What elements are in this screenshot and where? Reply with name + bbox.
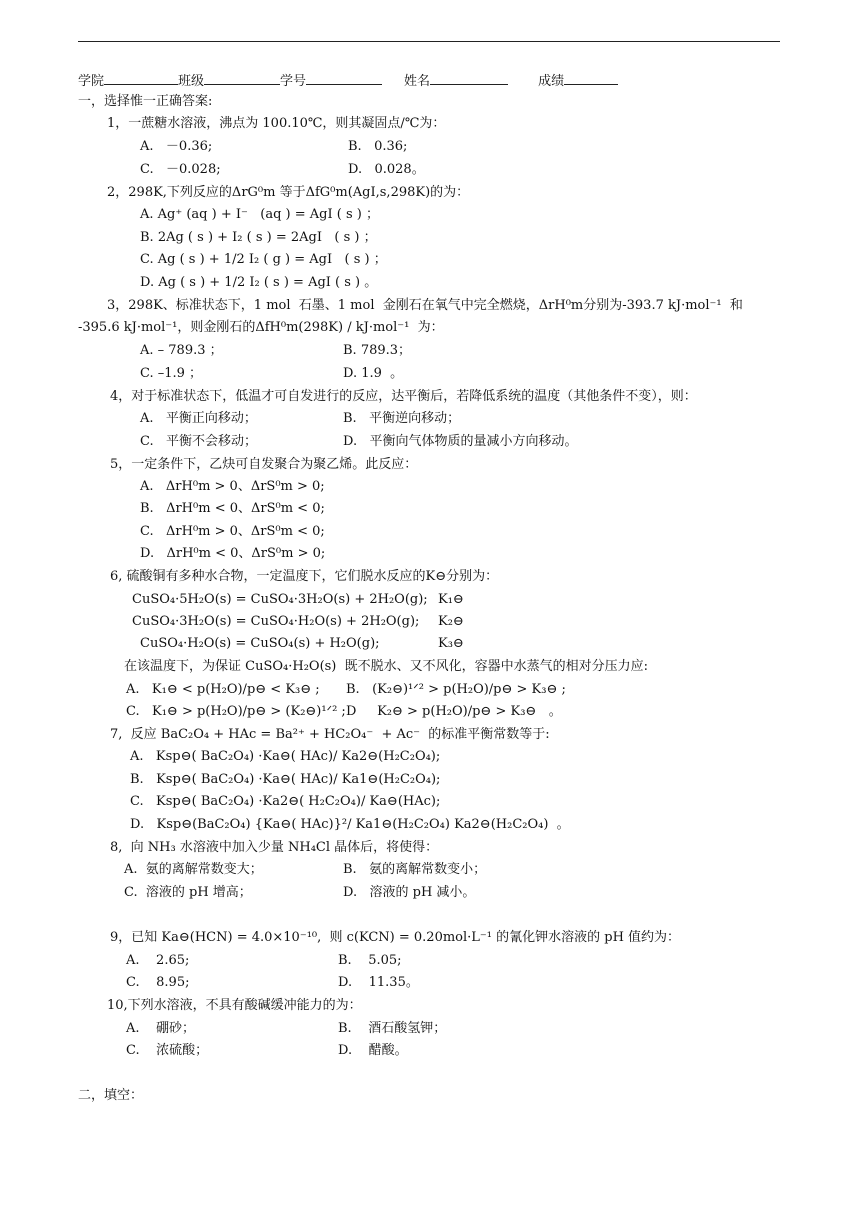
q6-option-c[interactable]: C. K₁⊖ > p(H₂O)/p⊖ > (K₂⊖)¹ᐟ² ;: [126, 704, 346, 719]
q4-option-d[interactable]: D. 平衡向气体物质的量减小方向移动。: [343, 434, 578, 449]
q9-option-d[interactable]: D. 11.35。: [338, 975, 419, 990]
q10-stem: 10,下列水溶液，不具有酸碱缓冲能力的为：: [107, 998, 362, 1013]
q5-option-c[interactable]: C. ΔrH⁰m > 0、ΔrS⁰m < 0;: [140, 524, 325, 539]
q7-option-d[interactable]: D. Ksp⊖(BaC₂O₄) {Ka⊖( HAc)}²/ Ka1⊖(H₂C₂O₄) Ka2⊖(H₂C₂O₄) 。: [130, 817, 570, 832]
q9-stem: 9，已知 Ka⊖(HCN) = 4.0×10⁻¹⁰, 则 c(KCN) = 0.20mol·L⁻¹ 的氰化钾水溶液的 pH 值约为：: [110, 930, 681, 945]
q5-option-d[interactable]: D. ΔrH⁰m < 0、ΔrS⁰m > 0;: [140, 546, 326, 561]
q6-k2: K₂⊖: [438, 614, 464, 629]
q9-option-b[interactable]: B. 5.05;: [338, 953, 402, 968]
q6-reaction-3: CuSO₄·H₂O(s) = CuSO₄(s) + H₂O(g);: [140, 636, 380, 651]
section1-title: 一，选择惟一正确答案:: [78, 94, 213, 109]
class-label: 班级: [178, 74, 205, 89]
q2-stem: 2，298K,下列反应的ΔrG⁰m 等于ΔfG⁰m(AgI,s,298K)的为：: [107, 185, 470, 200]
college-label: 学院: [78, 74, 105, 89]
student-info-header: [78, 72, 618, 90]
q3-stem-line1: 3，298K、标准状态下，1 mol 石墨、1 mol 金刚石在氧气中完全燃烧，ΔrH⁰m分别为-393.7 kJ·mol⁻¹ 和: [107, 298, 743, 313]
q6-reaction-1: CuSO₄·5H₂O(s) = CuSO₄·3H₂O(s) + 2H₂O(g);: [132, 592, 428, 607]
q9-option-a[interactable]: A. 2.65;: [126, 953, 190, 968]
q7-option-c[interactable]: C. Ksp⊖( BaC₂O₄) ·Ka2⊖( H₂C₂O₄)/ Ka⊖(HAc);: [130, 794, 441, 809]
score-blank[interactable]: [564, 72, 618, 85]
q3-option-c[interactable]: C. –1.9 ；: [140, 366, 203, 381]
q5-stem: 5，一定条件下，乙炔可自发聚合为聚乙烯。此反应：: [110, 457, 418, 472]
top-rule: [78, 41, 780, 42]
q5-option-b[interactable]: B. ΔrH⁰m < 0、ΔrS⁰m < 0;: [140, 501, 325, 516]
q10-option-c[interactable]: C. 浓硫酸；: [126, 1043, 209, 1058]
q10-option-b[interactable]: B. 酒石酸氢钾；: [338, 1021, 447, 1036]
q6-k3: K₃⊖: [438, 636, 464, 651]
q1-option-d[interactable]: D. 0.028。: [348, 162, 425, 177]
section2-title: 二，填空：: [78, 1088, 144, 1103]
q3-stem-line2: -395.6 kJ·mol⁻¹，则金刚石的ΔfH⁰m(298K) / kJ·mol⁻¹ 为：: [78, 320, 444, 335]
q1-option-a[interactable]: A. －0.36;: [140, 139, 213, 154]
q6-condition: 在该温度下，为保证 CuSO₄·H₂O(s) 既不脱水、又不风化，容器中水蒸气的相对分压力应:: [124, 659, 649, 674]
q6-stem: 6, 硫酸铜有多种水合物，一定温度下，它们脱水反应的K⊖分别为：: [110, 569, 499, 584]
q7-option-a[interactable]: A. Ksp⊖( BaC₂O₄) ·Ka⊖( HAc)/ Ka2⊖(H₂C₂O₄);: [130, 749, 441, 764]
q10-option-a[interactable]: A. 硼砂；: [126, 1021, 196, 1036]
name-label: 姓名: [404, 74, 431, 89]
q8-stem: 8, 向 NH₃ 水溶液中加入少量 NH₄Cl 晶体后，将使得：: [110, 840, 439, 855]
q7-stem: 7, 反应 BaC₂O₄ + HAc = Ba²⁺ + HC₂O₄⁻ + Ac⁻ 的标准平衡常数等于:: [110, 727, 550, 742]
q3-option-a[interactable]: A. – 789.3 ；: [140, 343, 223, 358]
q2-option-c[interactable]: C. Ag ( s ) + 1/2 I₂ ( g ) = AgI ( s ) ；: [140, 252, 387, 267]
q6-option-b[interactable]: B. (K₂⊖)¹ᐟ² > p(H₂O)/p⊖ > K₃⊖ ;: [346, 682, 566, 697]
score-label: 成绩: [538, 74, 565, 89]
q2-option-b[interactable]: B. 2Ag ( s ) + I₂ ( s ) = 2AgI ( s ) ；: [140, 230, 377, 245]
q6-option-a[interactable]: A. K₁⊖ < p(H₂O)/p⊖ < K₃⊖ ;: [126, 682, 320, 697]
q7-option-b[interactable]: B. Ksp⊖( BaC₂O₄) ·Ka⊖( HAc)/ Ka1⊖(H₂C₂O₄);: [130, 772, 441, 787]
q8-option-a[interactable]: A. 氨的离解常数变大；: [124, 862, 263, 877]
q8-option-d[interactable]: D. 溶液的 pH 减小。: [343, 885, 476, 900]
q8-option-c[interactable]: C. 溶液的 pH 增高；: [124, 885, 252, 900]
q2-option-a[interactable]: A. Ag⁺ (aq ) + I⁻ (aq ) = AgI ( s ) ；: [140, 207, 379, 222]
q1-option-b[interactable]: B. 0.36;: [348, 139, 408, 154]
q10-option-d[interactable]: D. 醋酸。: [338, 1043, 408, 1058]
q8-option-b[interactable]: B. 氨的离解常数变小；: [343, 862, 487, 877]
q2-option-d[interactable]: D. Ag ( s ) + 1/2 I₂ ( s ) = AgI ( s ) 。: [140, 275, 378, 290]
class-blank[interactable]: [204, 72, 280, 85]
q4-option-c[interactable]: C. 平衡不会移动；: [140, 434, 258, 449]
q5-option-a[interactable]: A. ΔrH⁰m > 0、ΔrS⁰m > 0;: [140, 479, 325, 494]
q9-option-c[interactable]: C. 8.95;: [126, 975, 190, 990]
student-id-label: 学号: [280, 74, 307, 89]
q1-option-c[interactable]: C. －0.028;: [140, 162, 221, 177]
college-blank[interactable]: [104, 72, 178, 85]
q1-stem: 1，一蔗糖水溶液，沸点为 100.10℃，则其凝固点/℃为：: [107, 116, 446, 131]
q4-option-a[interactable]: A. 平衡正向移动；: [140, 411, 257, 426]
name-blank[interactable]: [430, 72, 508, 85]
student-id-blank[interactable]: [306, 72, 382, 85]
q6-option-d[interactable]: D K₂⊖ > p(H₂O)/p⊖ > K₃⊖ 。: [346, 704, 562, 719]
q6-reaction-2: CuSO₄·3H₂O(s) = CuSO₄·H₂O(s) + 2H₂O(g);: [132, 614, 420, 629]
q6-k1: K₁⊖: [438, 592, 464, 607]
q3-option-b[interactable]: B. 789.3；: [343, 343, 412, 358]
q3-option-d[interactable]: D. 1.9 。: [343, 366, 404, 381]
q4-stem: 4，对于标准状态下，低温才可自发进行的反应，达平衡后，若降低系统的温度（其他条件不变），则：: [110, 389, 697, 404]
q4-option-b[interactable]: B. 平衡逆向移动；: [343, 411, 461, 426]
